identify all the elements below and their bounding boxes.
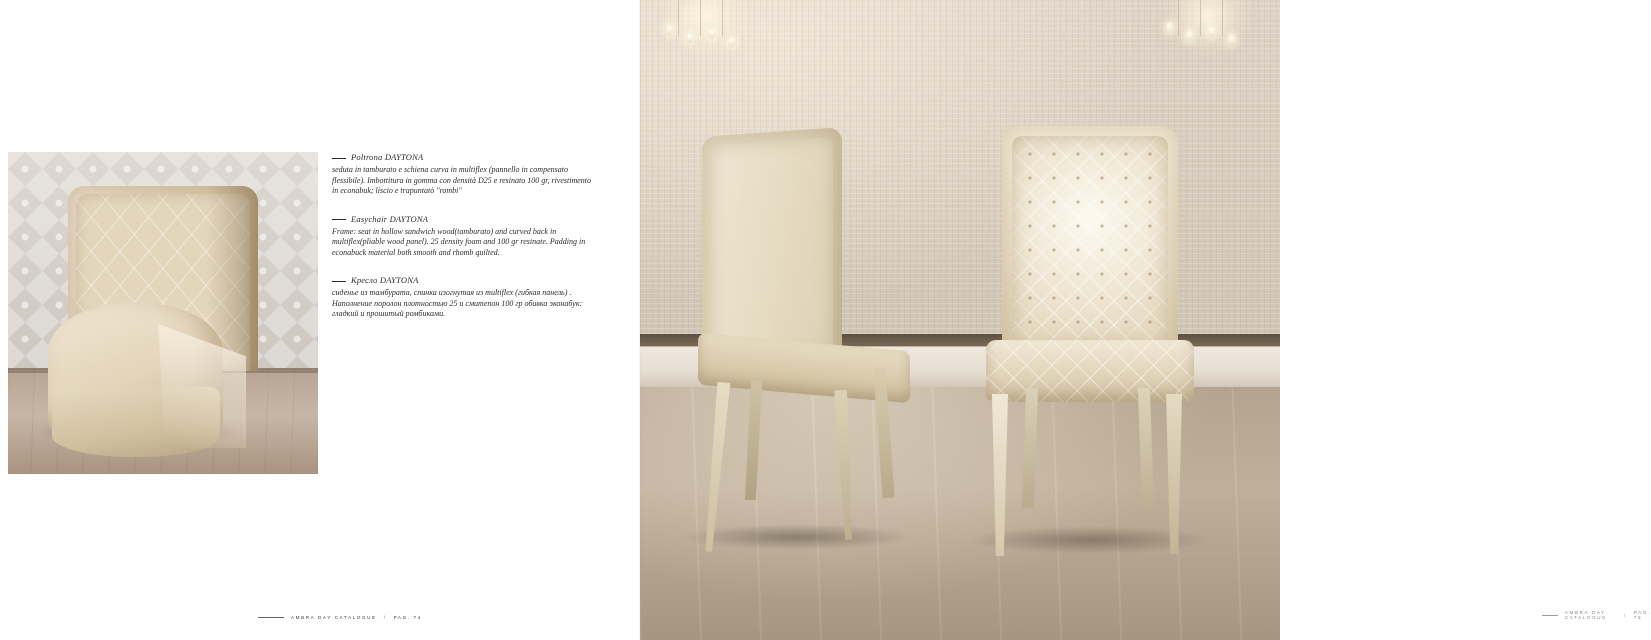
chair-leg-back-left bbox=[745, 380, 762, 500]
footer-rule-icon bbox=[258, 617, 284, 618]
caption-rule-icon bbox=[332, 281, 346, 282]
chair-shadow bbox=[682, 524, 912, 550]
caption-body-it: seduta in tamburato e schiena curva in multiflex (pannello in compensato flessibile). Imbottitura in gomma con densità D25 e resinato 100 gr, rivestimento in econabuk; liscio e trapuntatò "rombi" bbox=[332, 165, 592, 195]
caption-rule-icon bbox=[332, 219, 346, 220]
page-gutter bbox=[639, 0, 641, 640]
caption-block-it bbox=[332, 152, 594, 197]
caption-heading-text-it: Poltrona DAYTONA bbox=[351, 152, 424, 162]
dining-chair-front-view bbox=[980, 126, 1202, 556]
footer-separator: / bbox=[383, 615, 387, 620]
footer-catalogue-name: AMBRA DAY CATALOGUE bbox=[1564, 610, 1607, 620]
footer-rule-icon bbox=[1542, 615, 1558, 616]
right-page-footer bbox=[1542, 610, 1651, 620]
chair-seat bbox=[986, 340, 1194, 402]
caption-body-en: Frame: seat in hollow sandwich wood(tamburato) and curved back in multiflex(pliable wood panel). 25 density foam and 100 gr resinate. Padding in econabuck material both smooth and rhomb quilted. bbox=[332, 226, 586, 257]
chair-backrest bbox=[702, 127, 842, 369]
caption-column bbox=[332, 152, 594, 337]
caption-heading-ru bbox=[332, 275, 594, 285]
chair-leg-back-right bbox=[1138, 388, 1154, 510]
chandelier-right-icon bbox=[1162, 0, 1254, 56]
caption-heading-en bbox=[332, 214, 594, 224]
chair-tufting-buttons bbox=[1012, 136, 1168, 344]
caption-body-ru: сиденье из тамбурата, спинка изогнутая из multiflex (гибкая панель) . Наполнение поролон плотностью 25 и смитепон 100 гр обивка эконабук: гладкий и прошитый ромбиками. bbox=[332, 288, 583, 318]
chair-leg-front-right bbox=[834, 390, 855, 540]
dining-chair-back-view bbox=[690, 132, 920, 552]
chair-leg-back-left bbox=[1022, 388, 1038, 508]
caption-block-ru bbox=[332, 275, 594, 320]
footer-catalogue-name: AMBRA DAY CATALOGUE bbox=[291, 615, 377, 620]
chandelier-glow bbox=[660, 0, 752, 56]
product-photo-easychair bbox=[8, 152, 318, 474]
caption-rule-icon bbox=[332, 158, 346, 159]
chair-backrest-panel bbox=[711, 137, 833, 360]
caption-heading-text-en: Easychair DAYTONA bbox=[351, 213, 429, 224]
caption-heading-text-ru: Кресло DAYTONA bbox=[351, 275, 419, 285]
footer-page-number: PAG. 75 bbox=[1633, 610, 1651, 620]
footer-page-number: PAG. 74 bbox=[393, 615, 422, 620]
footer-separator: / bbox=[1623, 612, 1627, 618]
left-page-footer bbox=[258, 615, 422, 620]
caption-block-en bbox=[332, 214, 594, 259]
left-page bbox=[0, 0, 640, 640]
chair-backrest bbox=[1002, 126, 1178, 352]
caption-heading-it bbox=[332, 152, 594, 162]
chandelier-left-icon bbox=[660, 0, 752, 56]
